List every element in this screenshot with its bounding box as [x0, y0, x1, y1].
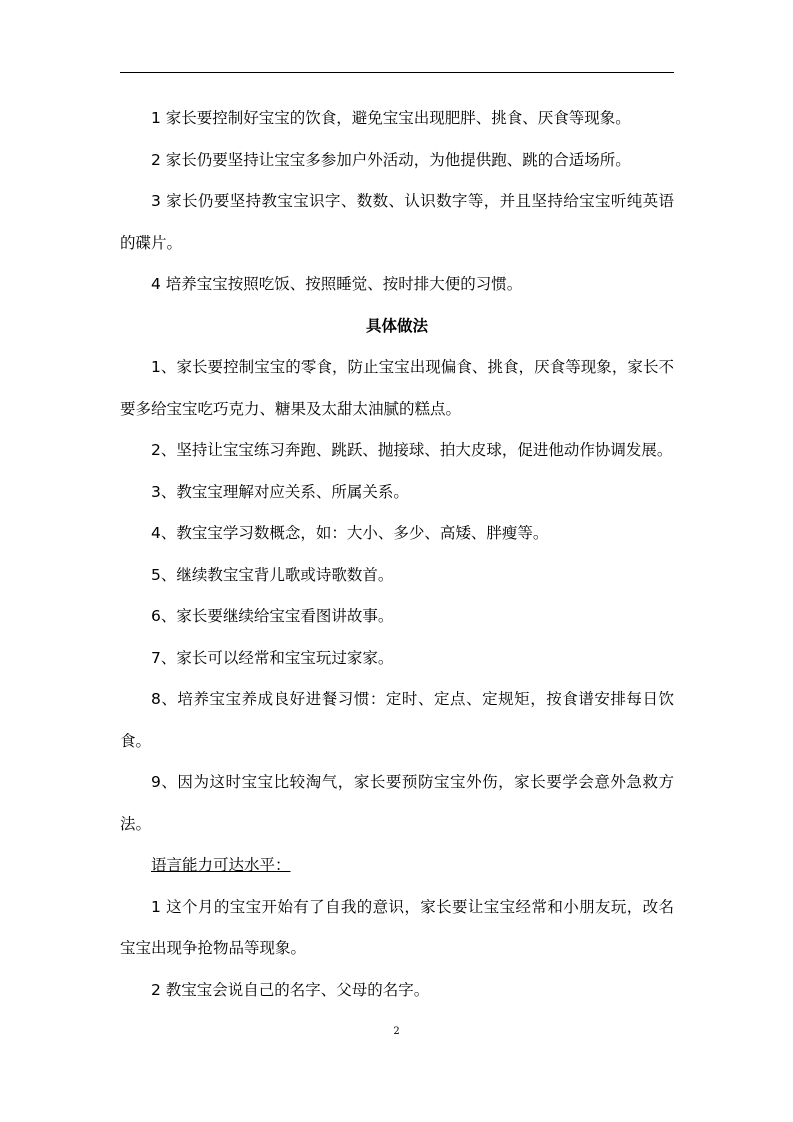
- method-item-7: 7、家长可以经常和宝宝玩过家家。: [151, 648, 394, 667]
- section-heading: 具体做法: [365, 316, 428, 335]
- language-heading-text: 语言能力可达水平：: [151, 856, 291, 874]
- intro-item-3: 3 家长仍要坚持教宝宝识字、数数、认识数字等，并且坚持给宝宝听纯英语的碟片。: [120, 192, 674, 252]
- page-number: 2: [393, 1026, 400, 1037]
- method-item-2: 2、坚持让宝宝练习奔跑、跳跃、抛接球、拍大皮球，促进他动作协调发展。: [151, 441, 673, 459]
- header-rule: [120, 72, 674, 73]
- method-item-1: 1、家长要控制宝宝的零食，防止宝宝出现偏食、挑食，厌食等现象，家长不要多给宝宝吃巧克力、糖果及太甜太油腻的糕点。: [120, 358, 674, 418]
- intro-item-4: 4 培养宝宝按照吃饭、按照睡觉、按时排大便的习惯。: [151, 275, 523, 293]
- language-item-2: 2 教宝宝会说自己的名字、父母的名字。: [151, 980, 430, 999]
- method-item-8: 8、培养宝宝养成良好进餐习惯：定时、定点、定规矩，按食谱安排每日饮食。: [120, 690, 674, 750]
- intro-item-2: 2 家长仍要坚持让宝宝多参加户外活动，为他提供跑、跳的合适场所。: [151, 150, 631, 169]
- method-item-5: 5、继续教宝宝背儿歌或诗歌数首。: [151, 565, 394, 584]
- intro-item-1: 1 家长要控制好宝宝的饮食，避免宝宝出现肥胖、挑食、厌食等现象。: [151, 109, 631, 127]
- method-item-6: 6、家长要继续给宝宝看图讲故事。: [151, 607, 394, 625]
- document-body: [120, 98, 674, 1011]
- method-item-9: 9、因为这时宝宝比较淘气，家长要预防宝宝外伤，家长要学会意外急救方法。: [120, 773, 674, 833]
- language-heading: [120, 845, 674, 887]
- method-item-4: 4、教宝宝学习数概念，如：大小、多少、高矮、胖瘦等。: [151, 524, 549, 542]
- method-item-3: 3、教宝宝理解对应关系、所属关系。: [151, 482, 409, 501]
- language-item-1: 1 这个月的宝宝开始有了自我的意识，家长要让宝宝经常和小朋友玩，改名宝宝出现争抢物品等现象。: [120, 897, 674, 957]
